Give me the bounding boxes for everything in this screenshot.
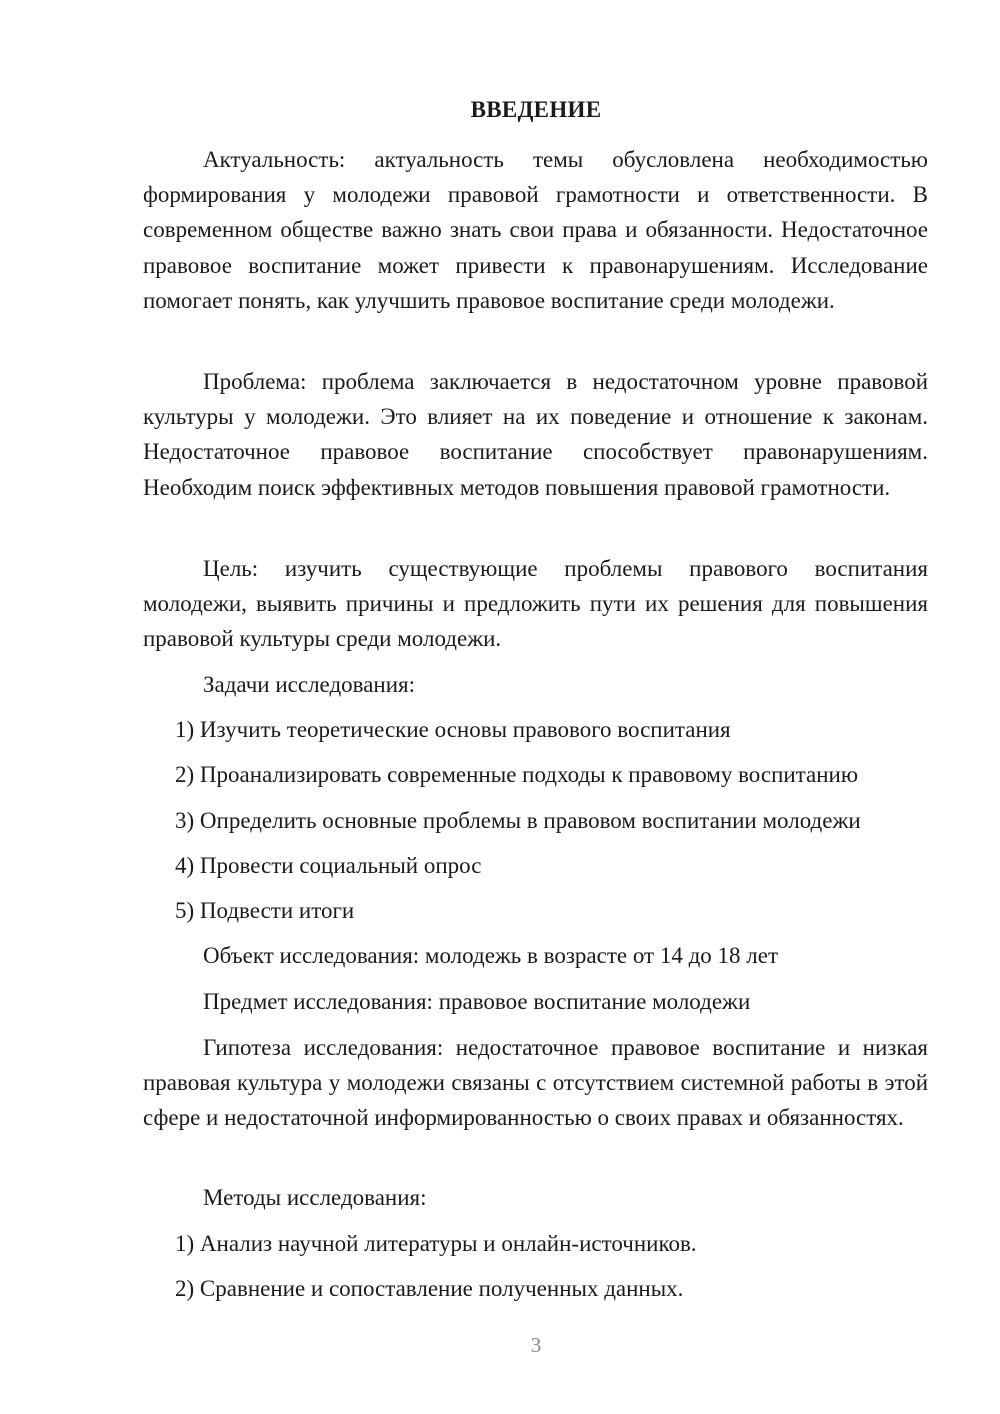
subject-line: Предмет исследования: правовое воспитание молодежи: [203, 989, 751, 1014]
list-item: 1) Изучить теоретические основы правового воспитания: [175, 717, 731, 742]
methods-heading: Методы исследования:: [203, 1185, 427, 1210]
problem-paragraph: Проблема: проблема заключается в недостаточном уровне правовой культуры у молодежи. Это влияет на их поведение и отношение к законам. Недостаточное правовое воспитание способствует правонарушениям. Необходим поиск эффективных методов повышения правовой грамотности.: [143, 369, 928, 500]
object-line: Объект исследования: молодежь в возрасте от 14 до 18 лет: [203, 943, 779, 968]
list-item: 3) Определить основные проблемы в правовом воспитании молодежи: [175, 808, 861, 833]
goal-paragraph: Цель: изучить существующие проблемы правового воспитания молодежи, выявить причины и предложить пути их решения для повышения правовой культуры среди молодежи.: [143, 556, 928, 652]
list-item: 4) Провести социальный опрос: [175, 853, 482, 878]
page-number: 3: [530, 1333, 542, 1357]
hypothesis-paragraph: Гипотеза исследования: недостаточное правовое воспитание и низкая правовая культура у молодежи связаны с отсутствием системной работы в этой сфере и недостаточной информированностью о своих правах и обязанностях.: [143, 1035, 928, 1131]
list-item: 1) Анализ научной литературы и онлайн-источников.: [175, 1231, 697, 1256]
list-item: 2) Сравнение и сопоставление полученных данных.: [175, 1276, 684, 1301]
list-item: 5) Подвести итоги: [175, 898, 355, 923]
tasks-heading: Задачи исследования:: [203, 672, 416, 697]
list-item: 2) Проанализировать современные подходы к правовому воспитанию: [175, 762, 859, 787]
page-title: ВВЕДЕНИЕ: [470, 97, 602, 122]
relevance-paragraph: Актуальность: актуальность темы обусловлена необходимостью формирования у молодежи правовой грамотности и ответственности. В современном обществе важно знать свои права и обязанности. Недостаточное правовое воспитание может привести к правонарушениям. Исследование помогает понять, как улучшить правовое воспитание среди молодежи.: [143, 147, 928, 313]
